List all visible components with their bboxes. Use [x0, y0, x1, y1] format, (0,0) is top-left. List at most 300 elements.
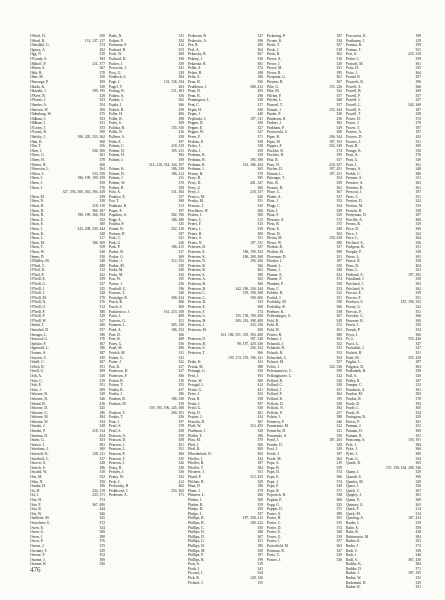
index-entry-pages: 186	[257, 38, 263, 43]
index-entry-name: Pierson, B.	[267, 79, 284, 84]
index-entry-pages: 337	[257, 245, 263, 250]
index-entry-pages: 310	[178, 378, 184, 383]
index-entry-pages: 359	[99, 181, 105, 185]
index-entry-pages: 369	[178, 52, 184, 57]
index-entry-name: Otts, W.	[30, 511, 42, 516]
index-entry-pages: 186	[178, 392, 184, 397]
index-entry-pages: 350	[257, 121, 263, 126]
index-entry-name: Peters, R.	[188, 231, 203, 236]
index-entry-name: Peterson, D.	[188, 300, 207, 305]
index-entry-name: O'Neill, O.	[30, 305, 47, 310]
index-entry-name: O'Neill, E.	[30, 277, 46, 282]
index-entry-name: Quarles, M.	[346, 479, 364, 484]
index-entry-name: Pyatt, G.	[346, 456, 360, 461]
index-entry-pages: 366	[415, 314, 421, 319]
index-entry-name: Prentice, A.	[346, 181, 364, 185]
index-entry-pages: 327, 356, 360, 363, 394, 449	[62, 190, 105, 195]
index-entry-name: Ostrow, J.	[30, 442, 45, 447]
index-entry-pages: 209, 210, 398, 408	[235, 318, 263, 323]
index-entry-name: Page1, T.	[109, 84, 123, 89]
index-entry-pages: 318	[336, 47, 342, 52]
index-entry-pages: 366	[415, 84, 421, 89]
index-entry-pages: 369	[178, 121, 184, 126]
index-entry	[267, 558, 342, 563]
index-entry-pages: 330	[99, 373, 105, 378]
index-entry-pages: 333, 358	[92, 171, 105, 176]
index-entry-pages: 187, 195	[408, 571, 421, 576]
index-entry-pages: 361	[336, 185, 342, 190]
index-entry-pages: 369	[178, 254, 184, 259]
index-entry-pages: 347	[415, 341, 421, 346]
index-entry-name: Oswald, W.	[30, 470, 48, 475]
index-entry-name: Powers, D.	[346, 135, 363, 140]
index-entry-name: Perkins, E.	[188, 139, 205, 144]
index-entry-pages: 367, 490	[92, 502, 105, 507]
index-entry-pages: 155, 158, 199, 200	[235, 314, 263, 319]
index-entry-pages: 322	[415, 305, 421, 310]
index-entry-pages: 257	[178, 364, 184, 369]
index-entry-pages: 354	[99, 102, 105, 107]
index-entry-pages: 312	[99, 268, 105, 273]
index-entry-name: Paulsen, B.	[109, 396, 126, 401]
index-entry-name: Orlich, R.	[30, 364, 45, 369]
index-entry-pages: 389	[336, 511, 342, 516]
index-entry-pages: 358	[336, 401, 342, 406]
index-entry-name: Popkin, P.	[267, 497, 282, 502]
index-entry-pages: 362	[178, 98, 184, 103]
index-entry-pages: 188	[178, 116, 184, 121]
index-entry-name: Osborne, W.	[30, 419, 49, 424]
index-entry-name: Pletz, B.	[267, 222, 280, 227]
index-entry-pages: 338	[336, 309, 342, 314]
index-entry-name: Plewa, W.	[267, 240, 282, 245]
index-entry-name: Pennington, L.	[188, 98, 210, 103]
index-entry-pages: 313	[257, 217, 263, 222]
index-entry-name: Platz, J.	[267, 199, 279, 204]
index-entry-pages: 330	[257, 369, 263, 374]
index-entry-pages: 374	[336, 479, 342, 484]
index-entry-name: Pham, J.	[188, 488, 201, 493]
index-entry-name: Porter, G.	[267, 534, 282, 539]
index-entry-name: Peterson, R.	[188, 341, 206, 346]
index-entry-name: Ontoshol, D.	[30, 328, 49, 332]
index-entry-pages: 319	[99, 52, 105, 57]
index-entry-pages: 337	[336, 194, 342, 199]
index-entry-name: Parent, B.	[109, 226, 124, 231]
index-entry-pages: 351	[336, 387, 342, 392]
index-entry-name: Pao, T.	[109, 199, 120, 204]
index-entry-name: Orbell, C.	[30, 360, 45, 365]
index-entry-name: Peterson, B.	[188, 282, 206, 287]
index-entry-name: Rabe, R.	[346, 530, 359, 535]
index-entry-pages: 336	[336, 112, 342, 117]
index-entry-pages: 330	[178, 263, 184, 268]
index-entry-name: Oldenburg, W.	[30, 112, 52, 117]
index-entry-pages: 300	[257, 213, 263, 218]
index-entry-name: Olander, A.	[30, 102, 47, 107]
index-entry-pages: 349	[178, 268, 184, 273]
index-entry-pages: 357	[336, 43, 342, 48]
index-entry-pages: 329	[99, 548, 105, 553]
index-entry-name: Perez, F.	[188, 135, 201, 140]
index-entry-pages: 325	[99, 286, 105, 291]
index-entry-name: O'Neill, J.	[30, 291, 45, 296]
index-entry-pages: 328	[99, 461, 105, 466]
index-entry-name: Petersen, N.	[188, 259, 206, 264]
index-entry-name: Pyle, J.	[346, 442, 357, 447]
index-entry-name: Pfiffner, R.	[188, 479, 205, 484]
index-entry-pages: 351	[415, 433, 421, 438]
index-entry-name: Pacy, G.	[109, 70, 122, 75]
index-entry-pages: 384	[99, 415, 105, 420]
index-entry-name: Podolsky, M.	[267, 300, 287, 305]
index-entry-name: Poole, M.	[267, 456, 282, 461]
index-entry-pages: 360	[257, 378, 263, 383]
index-entry-name: Power, D.	[346, 116, 361, 121]
index-entry-pages: 353	[99, 98, 105, 103]
index-entry-pages: 199, 195	[92, 89, 105, 94]
index-entry-name: Petrak, M.	[188, 364, 204, 369]
index-entry-pages: 354	[336, 355, 342, 360]
index-entry-name: Pritchard, S.	[346, 286, 365, 291]
index-entry-pages: 327	[257, 34, 263, 38]
index-entry-name: Pryor, J.	[346, 332, 359, 337]
index-entry-pages: 370	[178, 181, 184, 185]
index-entry-pages: 186	[257, 75, 263, 80]
index-entry-name: Pisto, D.	[267, 162, 280, 167]
index-entry-name: Phelps, D.	[188, 507, 204, 512]
index-entry-name: Palmer, D.	[109, 171, 125, 176]
index-entry-name: Quick, C.	[346, 488, 361, 493]
index-entry-name: Pedersen, A.	[109, 493, 128, 498]
index-entry-pages: 358	[257, 396, 263, 401]
index-entry-pages: 367, 430	[408, 557, 421, 562]
index-entry-pages: 360	[178, 305, 184, 310]
index-entry-pages: 186, 339	[171, 167, 184, 172]
index-entry-pages: 327	[257, 125, 263, 130]
index-entry-pages: 408	[178, 337, 184, 342]
index-entry-pages: 330	[336, 38, 342, 43]
index-entry-pages: 318	[99, 470, 105, 475]
index-entry-pages: 369	[415, 144, 421, 149]
index-entry-name: Petersen, S.	[188, 272, 206, 277]
index-entry-pages: 353	[178, 47, 184, 52]
index-entry-name: Peterson, C.	[188, 291, 206, 296]
index-entry-name: Poirier, R.	[267, 332, 283, 337]
index-entry-pages: 350	[257, 525, 263, 530]
index-entry-name: Plessner, A.	[267, 217, 285, 222]
index-entry-name: Phelan, R.	[188, 502, 204, 507]
index-entry-name: Powers, J.	[346, 139, 362, 144]
index-entry-name: Pitts, R.	[267, 181, 279, 185]
index-entry-pages: 363	[415, 502, 421, 507]
index-entry-pages: 329	[336, 61, 342, 66]
index-entry-pages: 349	[99, 392, 105, 397]
index-entry-pages: 319	[257, 562, 263, 567]
index-entry-name: Pallis, N.	[109, 130, 123, 135]
index-entry-pages: 333	[257, 300, 263, 305]
index-entry-pages: 300	[99, 107, 105, 112]
index-entry-name: Pinkham, P.	[267, 125, 285, 130]
index-entry-name: Pekeny, J.	[188, 56, 203, 61]
index-entry-pages: 131, 137, 137	[84, 38, 105, 43]
index-entry-name: Quinn, E.	[346, 497, 361, 502]
index-entry-name: Powell, J.	[346, 98, 361, 103]
index-entry-name: Pankow, E.	[109, 194, 126, 199]
index-entry-name: Patterson, F.	[109, 373, 128, 378]
index-entry-pages: 201, 347	[250, 181, 263, 185]
index-entry-name: Plume, J.	[267, 268, 281, 273]
index-entry-pages: 361	[415, 185, 421, 190]
index-entry-name: Paller, R.	[109, 116, 123, 121]
index-entry-name: Otis, M.	[30, 475, 43, 479]
index-entry-name: Phillips, D.	[188, 530, 205, 535]
index-entry-pages: 366	[257, 263, 263, 268]
index-entry-pages: 358	[336, 282, 342, 287]
index-entry-name: Purington, B.	[346, 415, 366, 420]
index-entry-name: O'Neill, J.	[30, 286, 45, 291]
index-entry-name: Olson, E.	[30, 217, 44, 222]
index-entry-pages: 187	[415, 378, 421, 383]
index-entry-pages: 357	[415, 93, 421, 98]
index-entry-name: Olarison, W.	[30, 107, 49, 112]
index-entry-name: Pearson, J.	[109, 442, 125, 447]
index-entry-pages: 358	[415, 112, 421, 117]
index-entry-pages: 351	[336, 254, 342, 259]
index-entry-name: Pfeil, J.	[188, 442, 200, 447]
index-entry-name: Prenner, S.	[346, 176, 363, 181]
index-entry-name: Pena, H.	[188, 79, 201, 84]
index-entry-pages: 296	[257, 93, 263, 98]
index-entry-name: Picone, K.	[267, 38, 283, 43]
index-entry-name: O'Leary, R.	[30, 130, 47, 135]
index-entry-pages: 343, 336	[250, 323, 263, 328]
index-entry-name: Pankratz, R.	[109, 203, 128, 208]
index-entry-pages: 332	[336, 89, 342, 94]
index-entry-name: Pardini, P.	[109, 222, 125, 227]
index-entry-name: Otto, H.	[30, 497, 42, 502]
index-entry-pages: 197, 311	[250, 116, 263, 121]
index-entry-pages: 300	[336, 130, 342, 135]
index-entry-pages: 186, 339	[171, 396, 184, 401]
index-entry-pages: 360	[178, 452, 184, 457]
index-entry-name: Okazaki, J.	[30, 89, 47, 94]
index-entry-pages: 253	[336, 286, 342, 291]
index-entry-name: Pope, E.	[267, 475, 280, 479]
index-entry-name: Palnisi, R.	[109, 185, 125, 190]
index-entry-pages: 356	[415, 240, 421, 245]
index-entry-pages: 329	[99, 93, 105, 98]
index-entry-name: Pierce, A.	[267, 56, 282, 61]
index-entry-name: Paulson, T.	[109, 410, 126, 415]
index-entry-name: Pabian, P.	[109, 38, 124, 43]
index-entry-name: Poblete, R.	[267, 291, 284, 296]
index-entry-name: Preaux, S.	[346, 167, 362, 172]
index-entry-pages: 361	[415, 387, 421, 392]
index-entry-name: Prothero, S.	[346, 300, 364, 305]
index-entry-name: Olson, J.	[30, 226, 44, 231]
index-entry-name: Porter, C.	[267, 520, 282, 525]
index-entry-name: Olson, K.	[30, 231, 45, 236]
index-entry-pages: 352	[99, 217, 105, 222]
index-entry-name: Otsuka, H.	[30, 484, 46, 489]
index-entry-pages: 332	[336, 373, 342, 378]
index-entry-pages: 186	[257, 433, 263, 438]
index-entry-name: Putnam, D.	[346, 429, 363, 434]
index-entry-name: Plowman, D.	[267, 254, 287, 259]
index-entry-name: Pinderton, R.	[267, 116, 287, 121]
index-entry-pages: 202	[99, 47, 105, 52]
index-entry-name: Palmer, W.	[109, 181, 126, 185]
index-entry-pages: 187	[257, 461, 263, 466]
index-entry-pages: 350	[336, 263, 342, 268]
index-entry-name: Planer, A.	[267, 194, 282, 199]
index-entry-pages: 357	[178, 194, 184, 199]
index-entry-pages: 350	[99, 34, 105, 38]
index-entry-name: Potmas, T.	[346, 47, 362, 52]
index-entry-name: Pond, J.	[267, 438, 279, 443]
index-entry-pages: 412	[178, 43, 184, 48]
index-entry-name: Olin, T.	[30, 144, 42, 149]
index-entry-name: Posner, J.	[267, 557, 282, 562]
index-column-4	[267, 34, 342, 562]
index-entry-pages: 363	[257, 277, 263, 282]
index-entry-pages: 329	[415, 479, 421, 484]
index-entry-name: Pearl, S.	[109, 424, 122, 429]
index-entry-pages: 370	[257, 171, 263, 176]
index-column-1	[30, 34, 105, 567]
index-entry-name: Parks, M.	[109, 272, 124, 277]
index-entry-pages: 361	[336, 75, 342, 80]
index-entry-pages: 368	[336, 98, 342, 103]
index-entry-name: Olsen, N.	[30, 199, 45, 204]
index-entry-name: Pfieffer, R.	[188, 461, 205, 466]
index-entry-pages: 314	[415, 511, 421, 516]
index-entry-name: Perlin, J.	[188, 148, 202, 153]
index-entry-pages: 367	[257, 419, 263, 424]
index-entry-name: Prins, L.	[346, 268, 359, 273]
index-entry-name: Petrangi, G.	[188, 369, 206, 374]
index-entry-pages: 327	[415, 346, 421, 351]
index-entry-name: Petersen, E.	[188, 249, 206, 254]
index-entry-pages: 358	[336, 181, 342, 185]
index-entry-pages: 357	[336, 93, 342, 98]
index-entry-pages: 362	[336, 392, 342, 397]
index-entry-pages: 300	[257, 328, 263, 332]
index-entry-name: Pezzolo, D.	[188, 419, 206, 424]
index-entry-name: Parks, M.	[109, 268, 124, 273]
index-entry-pages: 254, 362	[171, 488, 184, 493]
index-entry-pages: 351	[257, 470, 263, 475]
index-entry-pages: 337	[336, 245, 342, 250]
index-entry-name: Page, J.	[109, 79, 121, 84]
index-entry-name: Radomski, D.	[346, 580, 367, 585]
index-entry-pages: 219	[415, 38, 421, 43]
index-entry-name: Quandt, S.	[346, 475, 362, 479]
index-entry-name: Prins, D.	[346, 263, 360, 268]
index-entry-pages: 187	[415, 130, 421, 135]
index-entry-pages: 361	[415, 419, 421, 424]
index-entry-name: Otley, N.	[30, 479, 44, 484]
index-entry-name: Olson, E.	[30, 222, 44, 227]
index-entry-pages: 300	[257, 497, 263, 502]
index-entry-pages: 327	[178, 369, 184, 374]
index-entry-pages: 366	[257, 442, 263, 447]
index-entry-pages: 376	[415, 153, 421, 158]
index-entry-name: Peterson, T.	[188, 350, 206, 355]
index-entry-pages: 233, 371	[92, 493, 105, 498]
index-entry-pages: 408	[178, 314, 184, 319]
index-entry-name: O'Neill, P.	[30, 309, 46, 314]
index-entry-pages: 378	[178, 424, 184, 429]
index-entry-name: Porter, D.	[267, 525, 282, 530]
index-entry-name: Purdy, L.	[346, 406, 360, 411]
index-entry-pages: 351	[415, 539, 421, 544]
index-entry	[188, 581, 263, 586]
index-entry-pages: 322	[336, 424, 342, 429]
index-entry-pages: 371	[415, 566, 421, 571]
index-entry-name: Plunkett, P.	[267, 282, 284, 287]
index-entry-name: Purdy, R.	[346, 410, 360, 415]
index-entry-name: Olsen, J.	[30, 185, 43, 190]
index-entry-pages: 321	[178, 236, 184, 241]
index-entry-pages: 343	[178, 272, 184, 277]
index-entry-name: Petty, D.	[188, 410, 201, 415]
index-entry-pages: 187	[257, 553, 263, 558]
index-entry-name: Prescott, J.	[346, 190, 363, 195]
index-entry-pages: 364	[415, 236, 421, 241]
index-entry-pages: 350	[99, 254, 105, 259]
index-entry-name: Prange, K.	[346, 148, 362, 153]
index-entry-pages: 374	[336, 470, 342, 475]
index-entry-pages: 349	[178, 291, 184, 296]
index-entry-name: Ocaneo, S.	[30, 350, 47, 355]
index-entry-name: Ortiz, J.	[30, 387, 42, 392]
index-entry-name: Popovich, R.	[267, 493, 287, 498]
index-entry-name: Pucci, L.	[346, 341, 360, 346]
index-entry-pages: 341	[257, 360, 263, 365]
index-entry-name: O'Neill, N.	[30, 300, 47, 305]
index-entry-pages: 187, 196, 352	[400, 300, 421, 305]
index-entry-pages: 234, 319	[92, 488, 105, 493]
index-entry-name: Prowker, G.	[346, 314, 364, 319]
index-entry-name: Puckett, R.	[346, 350, 363, 355]
index-entry-name: Olson, T.	[30, 245, 44, 250]
index-entry-name: Petersen, R.	[188, 268, 206, 273]
index-entry-name: Offen1, D.	[30, 34, 46, 38]
index-entry-pages: 351	[415, 424, 421, 429]
index-entry-pages: 329	[336, 447, 342, 452]
index-entry-pages: 353	[336, 350, 342, 355]
index-entry-name: Pilcher, L.	[267, 98, 283, 103]
index-entry-name: Ostrich, S.	[30, 465, 46, 470]
index-entry-name: Pickard, J.	[188, 580, 204, 585]
index-entry-pages: 360	[336, 240, 342, 245]
index-entry-name: Quirk, M.	[346, 511, 361, 516]
index-entry-name: Pieck, R.	[267, 52, 281, 57]
index-entry-pages: 348	[415, 167, 421, 172]
index-entry-pages: 311, 384	[171, 190, 184, 195]
index-entry-pages: 353	[178, 383, 184, 388]
index-entry-pages: 312	[99, 305, 105, 310]
index-entry-name: Pierce, R.	[267, 70, 282, 75]
index-entry-name: Raden, E.	[346, 539, 361, 544]
index-entry-name: Pollock, D.	[267, 401, 284, 406]
index-entry-name: Peplinski, C.	[188, 116, 207, 121]
index-entry-name: Ozanne, J.	[30, 557, 46, 562]
index-entry-pages: 186, 212	[171, 171, 184, 176]
index-entry-pages: 363	[336, 543, 342, 548]
